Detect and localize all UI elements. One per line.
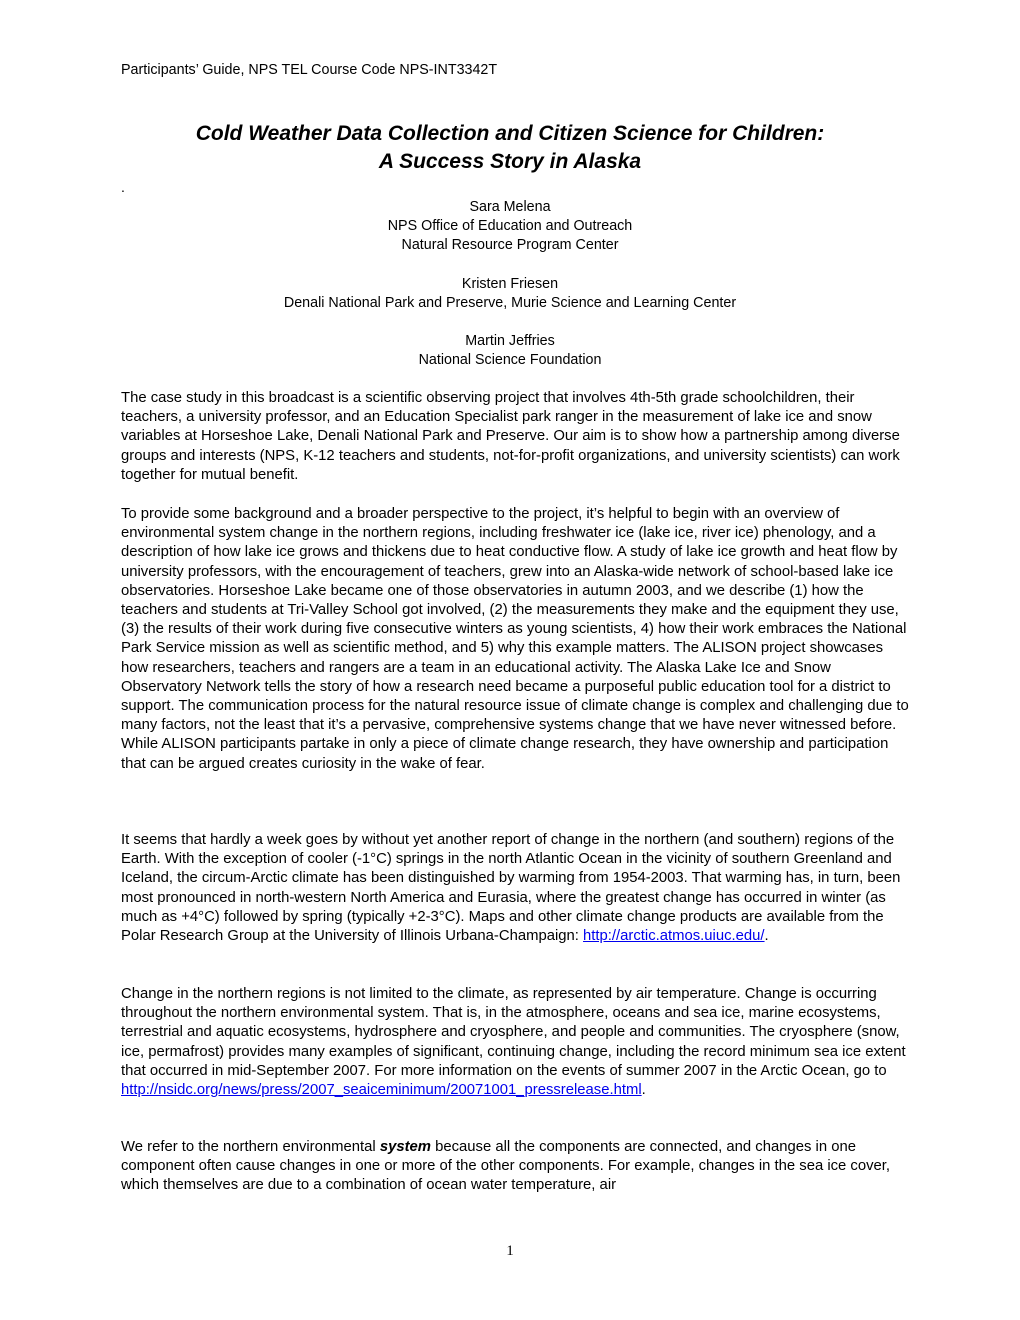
- title-line-1: Cold Weather Data Collection and Citizen Science for Children:: [195, 122, 825, 145]
- author-block-3: [121, 332, 899, 370]
- paragraph-text: .: [641, 1082, 646, 1099]
- author-affiliation: Natural Resource Program Center: [401, 237, 619, 254]
- paragraph-4: [121, 985, 911, 1100]
- running-header: Participants’ Guide, NPS TEL Course Code NPS-INT3342T: [121, 62, 498, 78]
- stray-mark: .: [121, 179, 125, 195]
- paragraph-1: [121, 389, 911, 485]
- title-line-2: A Success Story in Alaska: [378, 150, 642, 173]
- polar-research-link[interactable]: http://arctic.atmos.uiuc.edu/: [583, 928, 765, 945]
- paragraph-text: We refer to the northern environmental: [121, 1139, 380, 1155]
- emphasis-system: system: [379, 1139, 431, 1155]
- author-block-1: [121, 198, 899, 256]
- author-affiliation: National Science Foundation: [418, 352, 602, 369]
- author-affiliation: Denali National Park and Preserve, Murie Science and Learning Center: [283, 295, 737, 312]
- paragraph-text: .: [764, 928, 769, 945]
- paragraph-5: [121, 1138, 911, 1196]
- paragraph-text: It seems that hardly a week goes by without yet another report of change in the northern (and southern) regions of the Earth. With the exception of cooler (-1°C) springs in the north Atlantic Ocean in the vicinity of southern Greenland and Iceland, the circum-Arctic climate has been distinguished by warming from 1954-2003. That warming has, in turn, been most pronounced in north-western North America and Eurasia, where the greatest change has occurred in winter (as much as +4°C) followed by spring (typically +2-3°C). Maps and other climate change products are available from the Polar Research Group at the University of Illinois Urbana-Champaign:: [121, 832, 901, 945]
- paragraph-text: To provide some background and a broader perspective to the project, it’s helpful to begin with an overview of environmental system change in the northern regions, including freshwater ice (lake ice, river ice) phenology, and a description of how lake ice grows and thickens due to heat conductive flow. A study of lake ice growth and heat flow by university professors, with the encouragement of teachers, grew into an Alaska-wide network of school-based lake ice observatories. Horseshoe Lake became one of those observatories in autumn 2003, and we describe (1) how the teachers and students at Tri-Valley School got involved, (2) the measurements they make and the equipment they use, (3) the results of their work during five consecutive winters as young scientists, 4) how their work embraces the National Park Service mission as well as scientific method, and 5) why this example matters. The ALISON project showcases how researchers, teachers and rangers are a team in an educational activity. The Alaska Lake Ice and Snow Observatory Network tells the story of how a research need became a purposeful public education tool for a district to support. The communication process for the natural resource issue of climate change is complex and challenging due to many factors, not the least that it’s a pervasive, comprehensive systems change that we have never witnessed before. While ALISON participants partake in only a piece of climate change research, they have ownership and participation that can be argued creates curiosity in the wake of fear.: [121, 506, 909, 772]
- page-number: 1: [506, 1243, 514, 1259]
- author-block-2: [121, 275, 899, 313]
- paragraph-text: because all the components are connected, and changes in one component often cause changes in one or more of the other components. For example, changes in the sea ice cover, which themselves are due to a combination of ocean water temperature, air: [121, 1139, 891, 1194]
- author-name: Sara Melena: [469, 199, 551, 215]
- paragraph-2: [121, 505, 911, 774]
- author-name: Martin Jeffries: [465, 333, 555, 349]
- paragraph-3: [121, 831, 911, 946]
- paragraph-text: The case study in this broadcast is a scientific observing project that involves 4th-5th grade schoolchildren, their teachers, a university professor, and an Education Specialist park ranger in the measurement of lake ice and snow variables at Horseshoe Lake, Denali National Park and Preserve. Our aim is to show how a partnership among diverse groups and interests (NPS, K-12 teachers and students, not-for-profit organizations, and university scientists) can work together for mutual benefit.: [121, 390, 900, 483]
- nsidc-press-release-link[interactable]: http://nsidc.org/news/press/2007_seaiceminimum/20071001_pressrelease.html: [121, 1082, 642, 1099]
- author-affiliation: NPS Office of Education and Outreach: [387, 218, 633, 235]
- paragraph-text: Change in the northern regions is not limited to the climate, as represented by air temperature. Change is occurring throughout the northern environmental system. That is, in the atmosphere, oceans and sea ice, marine ecosystems, terrestrial and aquatic ecosystems, hydrosphere and cryosphere, and people and communities. The cryosphere (snow, ice, permafrost) provides many examples of significant, continuing change, including the record minimum sea ice extent that occurred in mid-September 2007. For more information on the events of summer 2007 in the Arctic Ocean, go to: [121, 986, 906, 1079]
- author-name: Kristen Friesen: [461, 276, 559, 292]
- document-title: [121, 120, 899, 176]
